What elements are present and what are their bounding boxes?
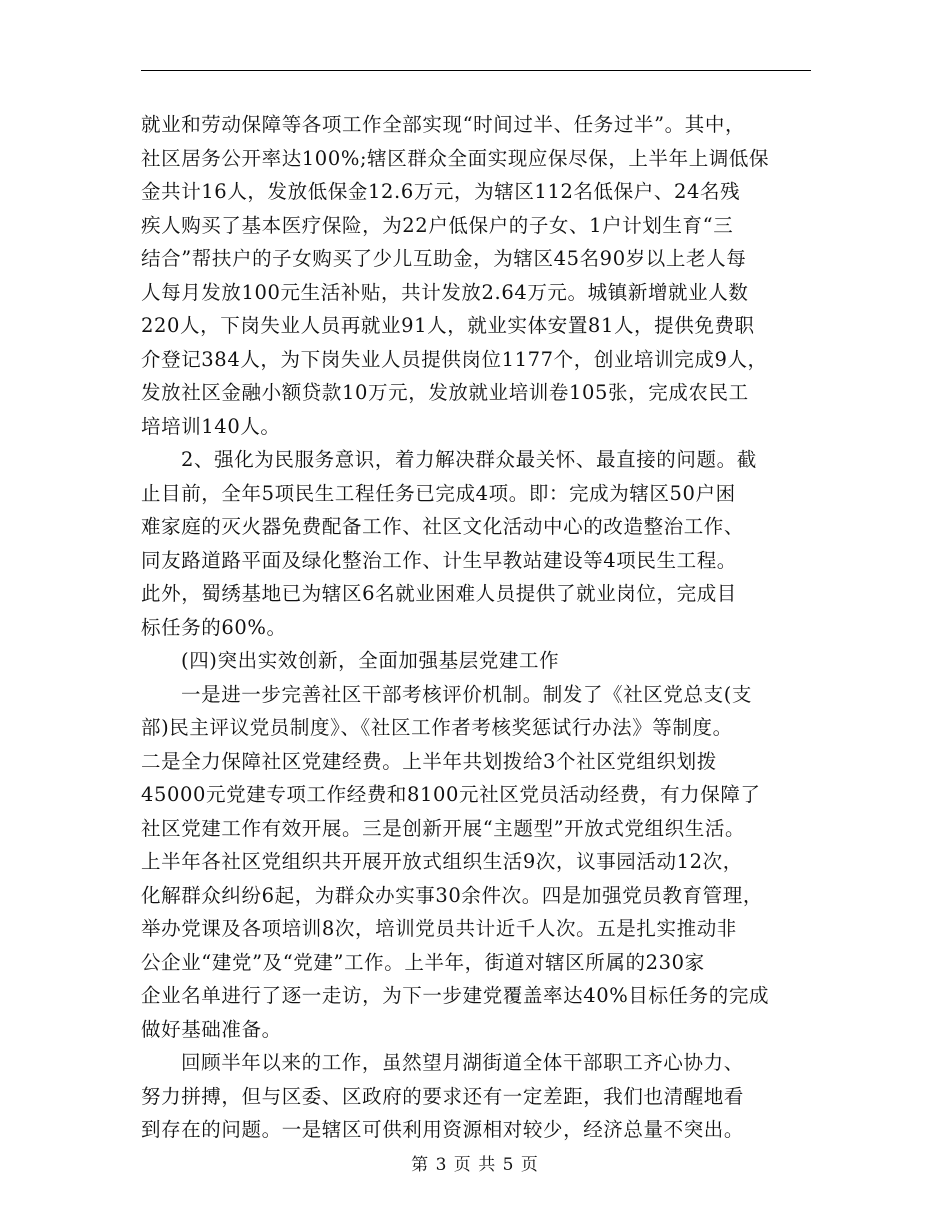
text-line: 做好基础准备。: [141, 1017, 282, 1041]
text-line: 培培训140人。: [141, 414, 281, 438]
text-line: (四)突出实效创新，全面加强基层党建工作: [181, 649, 560, 672]
text-line: 就业和劳动保障等各项工作全部实现“时间过半、任务过半”。其中，: [141, 113, 746, 136]
text-line: 难家庭的灭火器免费配备工作、社区文化活动中心的改造整治工作、: [141, 515, 745, 538]
text-line: 止目前，全年5项民生工程任务已完成4项。即：完成为辖区50户困: [141, 481, 736, 505]
text-line: 发放社区金融小额贷款10万元，发放就业培训卷105张，完成农民工: [141, 381, 749, 404]
text-line: 一是进一步完善社区干部考核评价机制。制发了《社区党总支(支: [181, 682, 753, 706]
text-line: 人每月发放100元生活补贴，共计发放2.64万元。城镇新增就业人数: [141, 280, 749, 304]
text-line: 上半年各社区党组织共开展开放式组织生活9次，议事园活动12次，: [141, 850, 743, 873]
document-body: [141, 108, 821, 1147]
header-rule: [141, 70, 811, 71]
text-line: 化解群众纠纷6起，为群众办实事30余件次。四是加强党员教育管理，: [141, 883, 763, 907]
page-number: 第 3 页 共 5 页: [411, 1155, 539, 1175]
text-line: 举办党课及各项培训8次，培训党员共计近千人次。五是扎实推动非: [141, 917, 737, 940]
text-line: 220人，下岗失业人员再就业91人，就业实体安置81人，提供免费职: [141, 314, 755, 337]
text-line: 回顾半年以来的工作，虽然望月湖街道全体干部职工齐心协力、: [181, 1051, 744, 1074]
text-line: 45000元党建专项工作经费和8100元社区党员活动经费，有力保障了: [141, 783, 761, 806]
text-line: 同友路道路平面及绿化整治工作、计生早教站建设等4项民生工程。: [141, 548, 737, 572]
text-line: 疾人购买了基本医疗保险，为22户低保户的子女、1户计划生育“三: [141, 213, 734, 237]
text-line: 部)民主评议党员制度》、《社区工作者考核奖惩试行办法》等制度。: [141, 716, 733, 739]
text-line: 此外，蜀绣基地已为辖区6名就业困难人员提供了就业岗位，完成目: [141, 582, 737, 605]
text-line: 社区居务公开率达100%;辖区群众全面实现应保尽保，上半年上调低保: [141, 146, 770, 170]
text-line: 2、强化为民服务意识，着力解决群众最关怀、最直接的问题。截: [181, 448, 757, 471]
text-line: 标任务的60%。: [141, 615, 287, 639]
text-line: 金共计16人，发放低保金12.6万元，为辖区112名低保户、24名残: [141, 180, 741, 203]
text-line: 企业名单进行了逐一走访，为下一步建党覆盖率达40%目标任务的完成: [141, 984, 770, 1007]
text-line: 社区党建工作有效开展。三是创新开展“主题型”开放式党组织生活。: [141, 816, 746, 840]
text-line: 介登记384人，为下岗失业人员提供岗位1177个，创业培训完成9人，: [141, 347, 768, 371]
text-line: 二是全力保障社区党建经费。上半年共划拨给3个社区党组织划拨: [141, 749, 717, 773]
text-line: 公企业“建党”及“党建”工作。上半年，街道对辖区所属的230家: [141, 950, 705, 974]
text-line: 到存在的问题。一是辖区可供利用资源相对较少，经济总量不突出。: [141, 1118, 745, 1141]
text-line: 结合”帮扶户的子女购买了少儿互助金，为辖区45名90岁以上老人每: [141, 247, 747, 270]
text-line: 努力拼搏，但与区委、区政府的要求还有一定差距，我们也清醒地看: [141, 1084, 745, 1108]
